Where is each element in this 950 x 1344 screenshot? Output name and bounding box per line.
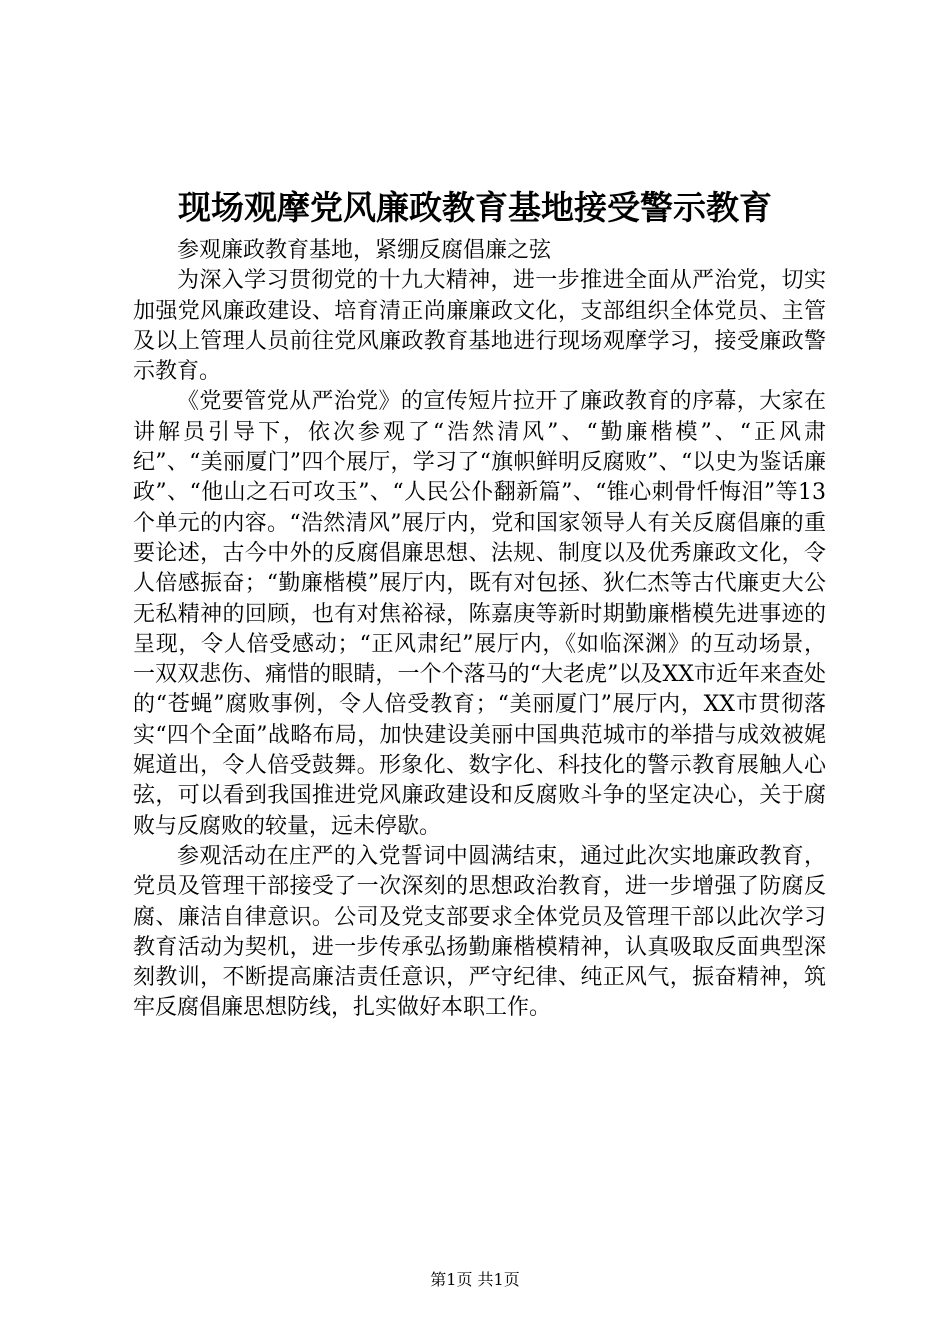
subtitle-paragraph: 参观廉政教育基地，紧绷反腐倡廉之弦	[177, 238, 552, 263]
document-body	[133, 236, 826, 1024]
document-title: 现场观摩党风廉政教育基地接受警示教育	[178, 188, 772, 227]
body-paragraph-intro: 为深入学习贯彻党的十九大精神，进一步推进全面从严治党，切实加强党风廉政建设、培育清正尚廉廉政文化，支部组织全体党员、主管及以上管理人员前往党风廉政教育基地进行现场观摩学习，接受廉政警示教育。	[133, 268, 826, 385]
body-paragraph-exhibition: 《党要管党从严治党》的宣传短片拉开了廉政教育的序幕，大家在讲解员引导下，依次参观了“浩然清风”、“勤廉楷模”、“正风肃纪”、“美丽厦门”四个展厅，学习了“旗帜鲜明反腐败”、“以史为鉴话廉政”、“他山之石可攻玉”、“人民公仆翻新篇”、“锥心刺骨忏悔泪”等13个单元的内容。“浩然清风”展厅内，党和国家领导人有关反腐倡廉的重要论述，古今中外的反腐倡廉思想、法规、制度以及优秀廉政文化，令人倍感振奋；“勤廉楷模”展厅内，既有对包拯、狄仁杰等古代廉吏大公无私精神的回顾，也有对焦裕禄，陈嘉庚等新时期勤廉楷模先进事迹的呈现，令人倍受感动；“正风肃纪”展厅内，《如临深渊》的互动场景，一双双悲伤、痛惜的眼睛，一个个落马的“大老虎”以及XX市近年来查处的“苍蝇”腐败事例，令人倍受教育；“美丽厦门”展厅内，XX市贯彻落实“四个全面”战略布局，加快建设美丽中国典范城市的举措与成效被娓娓道出，令人倍受鼓舞。形象化、数字化、科技化的警示教育展触人心弦，可以看到我国推进党风廉政建设和反腐败斗争的坚定决心，关于腐败与反腐败的较量，远未停歇。	[133, 389, 826, 839]
page-number-footer: 第1页 共1页	[430, 1270, 520, 1289]
body-paragraph-conclusion: 参观活动在庄严的入党誓词中圆满结束，通过此次实地廉政教育，党员及管理干部接受了一次深刻的思想政治教育，进一步增强了防腐反腐、廉洁自律意识。公司及党支部要求全体党员及管理干部以此次学习教育活动为契机，进一步传承弘扬勤廉楷模精神，认真吸取反面典型深刻教训，不断提高廉洁责任意识，严守纪律、纯正风气，振奋精神，筑牢反腐倡廉思想防线，扎实做好本职工作。	[133, 843, 826, 1021]
